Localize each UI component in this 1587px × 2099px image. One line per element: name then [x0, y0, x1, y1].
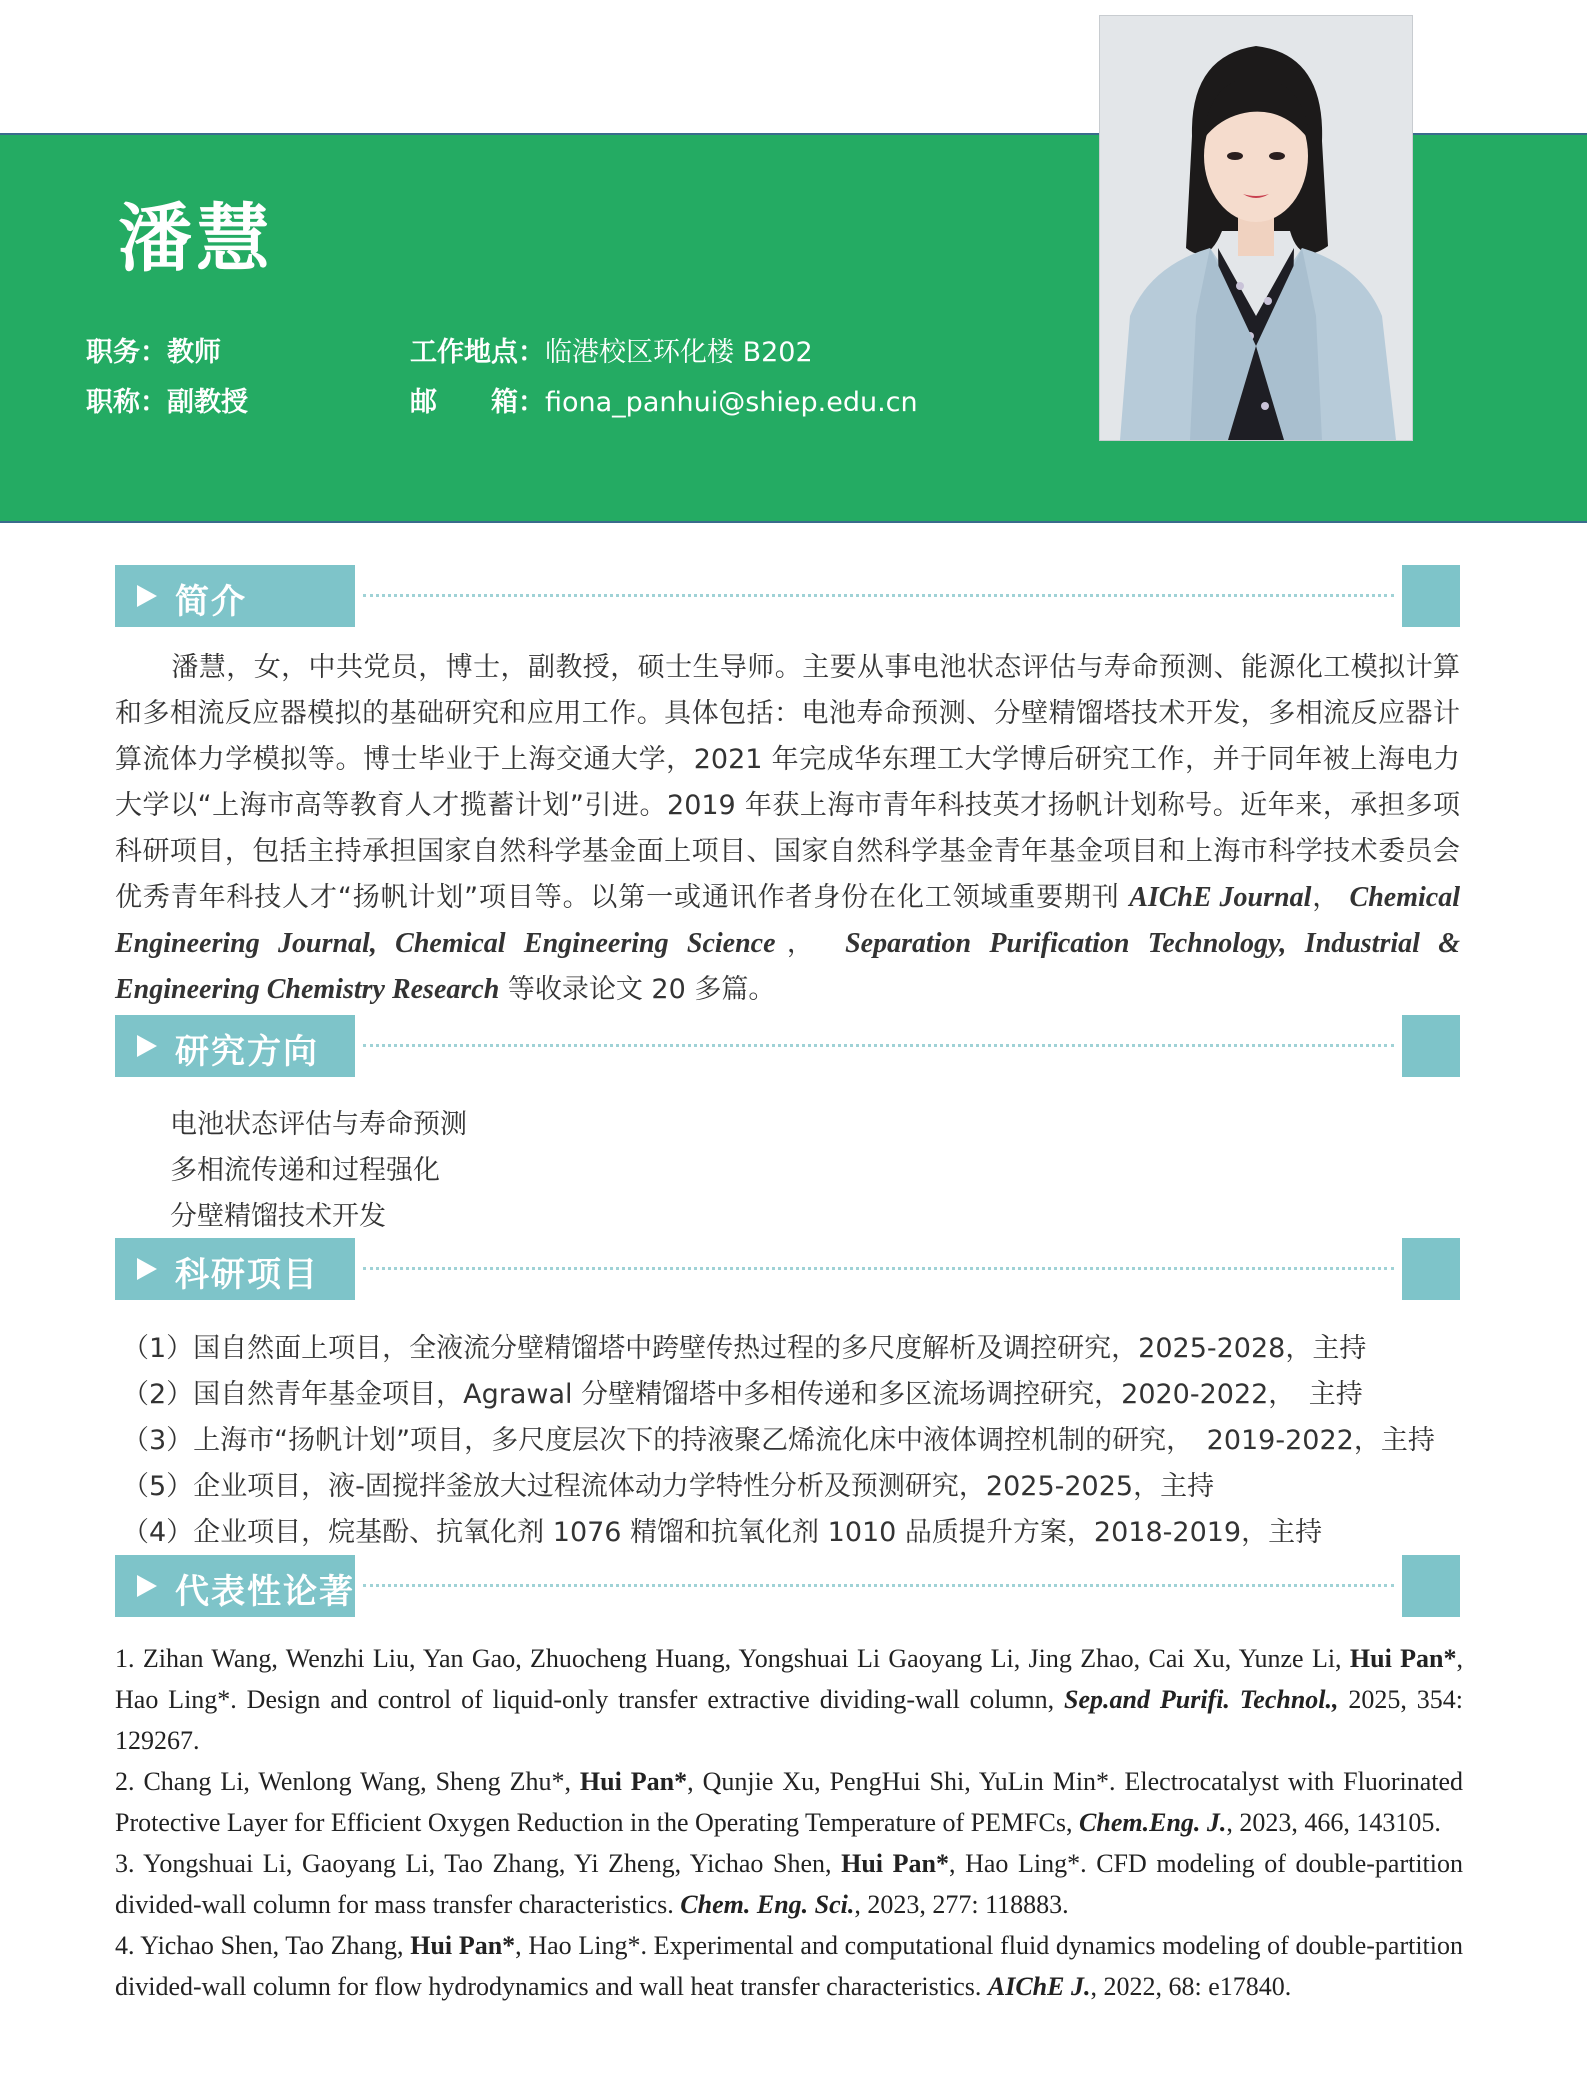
email-value: fiona_panhui@shiep.edu.cn [545, 387, 918, 418]
publication-authors: 1. Zihan Wang, Wenzhi Liu, Yan Gao, Zhuocheng Huang, Yongshuai Li Gaoyang Li, Jing Zhao, Cai Xu, Yunze Li, [115, 1644, 1350, 1673]
section-header-papers [115, 1555, 1460, 1617]
publication-item [115, 1925, 1463, 2007]
position-label: 职务： [86, 337, 167, 368]
title-label: 职称： [86, 387, 167, 418]
publication-title: , Qunjie Xu, PengHui Shi, YuLin Min*. Electrocatalyst with Fluorinated Protective Layer for Efficient Oxygen Reduction in the Operating Temperature of PEMFCs, [115, 1767, 1464, 1837]
publication-journal: Chem. Eng. Sci. [680, 1890, 855, 1919]
publication-self-author: Hui Pan* [410, 1931, 516, 1960]
dotted-divider [363, 1044, 1394, 1047]
position-row [86, 330, 221, 369]
publication-authors: 2. Chang Li, Wenlong Wang, Sheng Zhu*, [115, 1767, 580, 1796]
project-item: （4）企业项目，烷基酚、抗氧化剂 1076 精馏和抗氧化剂 1010 品质提升方案，2018-2019，主持 [122, 1517, 1323, 1548]
publication-citation: 2025, 354: 129267. [115, 1685, 1463, 1755]
play-arrow-icon [137, 1575, 157, 1597]
publication-journal: Chem.Eng. J. [1079, 1808, 1227, 1837]
research-item: 多相流传递和过程强化 [170, 1155, 440, 1186]
section-end-block [1402, 1555, 1460, 1617]
location-row [410, 330, 813, 369]
play-arrow-icon [137, 585, 157, 607]
section-header-projects [115, 1238, 1460, 1300]
play-arrow-icon [137, 1258, 157, 1280]
publication-authors: 4. Yichao Shen, Tao Zhang, [115, 1931, 411, 1960]
dotted-divider [363, 1267, 1394, 1270]
section-end-block [1402, 1238, 1460, 1300]
email-label: 邮 箱： [410, 387, 545, 418]
position-value: 教师 [167, 337, 221, 368]
section-end-block [1402, 1015, 1460, 1077]
email-row [410, 380, 918, 419]
intro-journal-2: Chemical Engineering Journal, Chemical Engineering Science [115, 882, 1460, 959]
publication-self-author: Hui Pan* [841, 1849, 949, 1878]
person-name: 潘慧 [118, 196, 274, 282]
publication-self-author: Hui Pan* [579, 1767, 688, 1796]
section-title: 简介 [175, 582, 247, 622]
research-item: 电池状态评估与寿命预测 [170, 1109, 467, 1140]
intro-sep-2: ， [775, 928, 826, 959]
location-value: 临港校区环化楼 B202 [545, 337, 813, 368]
project-item: （2）国自然青年基金项目，Agrawal 分壁精馏塔中多相传递和多区流场调控研究，2020-2022， 主持 [122, 1379, 1363, 1410]
profile-photo [1099, 15, 1413, 441]
publication-item [115, 1638, 1463, 1761]
location-label: 工作地点： [410, 337, 545, 368]
project-item: （1）国自然面上项目，全液流分壁精馏塔中跨壁传热过程的多尺度解析及调控研究，2025-2028，主持 [122, 1333, 1367, 1364]
section-title: 科研项目 [175, 1255, 319, 1295]
research-item: 分壁精馏技术开发 [170, 1201, 386, 1232]
publication-title: , Hao Ling*. Design and control of liquid-only transfer extractive dividing-wall column, [115, 1644, 1464, 1714]
publication-journal: Sep.and Purifi. Technol., [1064, 1685, 1339, 1714]
section-end-block [1402, 565, 1460, 627]
publication-self-author: Hui Pan* [1349, 1644, 1457, 1673]
section-header-research [115, 1015, 1460, 1077]
publication-journal: AIChE J. [987, 1972, 1091, 2001]
publication-list [115, 1638, 1463, 2007]
project-item: （5）企业项目，液-固搅拌釜放大过程流体动力学特性分析及预测研究，2025-2025，主持 [122, 1471, 1215, 1502]
intro-text: 潘慧，女，中共党员，博士，副教授，硕士生导师。主要从事电池状态评估与寿命预测、能源化工模拟计算和多相流反应器模拟的基础研究和应用工作。具体包括：电池寿命预测、分壁精馏塔技术开发，多相流反应器计算流体力学模拟等。博士毕业于上海交通大学，2021 年完成华东理工大学博后研究工作，并于同年被上海电力大学以“上海市高等教育人才揽蓄计划”引进。2019 年获上海市青年科技英才扬帆计划称号。近年来，承担多项科研项目，包括主持承担国家自然科学基金面上项目、国家自然科学基金青年基金项目和上海市科学技术委员会优秀青年科技人才“扬帆计划”项目等。以第一或通讯作者身份在化工领域重要期刊 [115, 652, 1460, 913]
play-arrow-icon [137, 1035, 157, 1057]
publication-item [115, 1843, 1463, 1925]
publication-citation: , 2023, 277: 118883. [854, 1890, 1069, 1919]
section-header-intro [115, 565, 1460, 627]
project-item: （3）上海市“扬帆计划”项目，多尺度层次下的持液聚乙烯流化床中液体调控机制的研究， 2019-2022，主持 [122, 1425, 1435, 1456]
publication-item [115, 1761, 1463, 1843]
section-title: 代表性论著 [175, 1572, 355, 1612]
publication-citation: , 2023, 466, 143105. [1226, 1808, 1441, 1837]
intro-sep-1: ， [1311, 882, 1341, 913]
publication-authors: 3. Yongshuai Li, Gaoyang Li, Tao Zhang, Yi Zheng, Yichao Shen, [115, 1849, 842, 1878]
intro-journal-3: Separation Purification Technology, Industrial & Engineering Chemistry Research [115, 928, 1461, 1005]
publication-title: , Hao Ling*. Experimental and computational fluid dynamics modeling of double-partition divided-wall column for flow hydrodynamics and wall heat transfer characteristics. [115, 1931, 1464, 2001]
title-value: 副教授 [167, 387, 248, 418]
publication-title: , Hao Ling*. CFD modeling of double-partition divided-wall column for mass transfer characteristics. [115, 1849, 1463, 1919]
intro-paragraph [115, 645, 1460, 1013]
intro-journal-1: AIChE Journal [1129, 882, 1312, 913]
portrait-illustration [1100, 16, 1412, 440]
intro-text-end: 等收录论文 20 多篇。 [499, 974, 776, 1005]
publication-citation: , 2022, 68: e17840. [1090, 1972, 1292, 2001]
section-title: 研究方向 [175, 1032, 319, 1072]
dotted-divider [363, 1584, 1394, 1587]
title-row [86, 380, 248, 419]
dotted-divider [363, 594, 1394, 597]
